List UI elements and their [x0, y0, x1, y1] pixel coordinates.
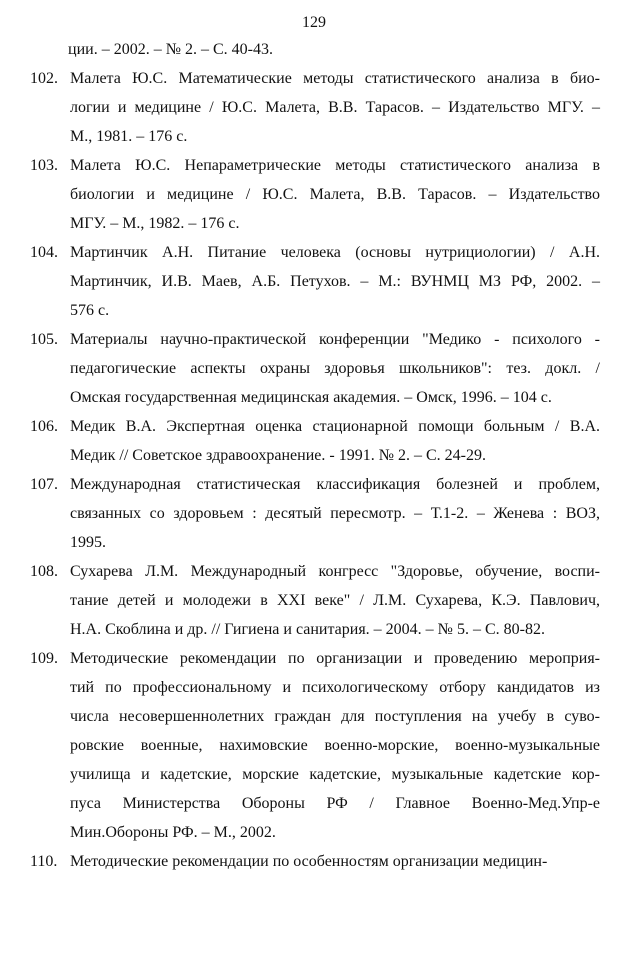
- reference-number: 103.: [30, 157, 58, 174]
- reference-continuation: ции. – 2002. – № 2. – С. 40-43.: [68, 41, 273, 58]
- reference-line: МГУ. – М., 1982. – 176 с.: [70, 215, 240, 232]
- reference-text: [70, 243, 600, 330]
- reference-line: тий по профессиональному и психологическому отбору кандидатов из: [70, 679, 600, 696]
- reference-text: [70, 417, 600, 475]
- reference-line: тание детей и молодежи в XXI веке" / Л.М. Сухарева, К.Э. Павлович,: [70, 592, 600, 609]
- reference-line: Сухарева Л.М. Международный конгресс "Здоровье, обучение, воспи-: [70, 563, 600, 580]
- reference-line: Мин.Обороны РФ. – М., 2002.: [70, 824, 276, 841]
- reference-line: 1995.: [70, 534, 106, 551]
- reference-text: [70, 562, 600, 649]
- reference-text: [70, 69, 600, 156]
- reference-line: Методические рекомендации по организации и проведению мероприя-: [70, 650, 600, 667]
- reference-line: Мартинчик А.Н. Питание человека (основы нутрициологии) / А.Н.: [70, 244, 600, 261]
- reference-text: [70, 852, 600, 881]
- reference-line: Медик В.А. Экспертная оценка стационарной помощи больным / В.А.: [70, 418, 600, 435]
- reference-text: [70, 156, 600, 243]
- reference-text: [70, 649, 600, 852]
- reference-line: М., 1981. – 176 с.: [70, 128, 188, 145]
- reference-line: Методические рекомендации по особенностям организации медицин-: [70, 853, 548, 870]
- reference-line: Материалы научно-практической конференции "Медико - психолого -: [70, 331, 600, 348]
- reference-line: биологии и медицине / Ю.С. Малета, В.В. Тарасов. – Издательство: [70, 186, 600, 203]
- reference-line: числа несовершеннолетних граждан для поступления на учебу в суво-: [70, 708, 600, 725]
- reference-number: 105.: [30, 331, 58, 348]
- reference-line: 576 с.: [70, 302, 110, 319]
- reference-line: училища и кадетские, морские кадетские, музыкальные кадетские кор-: [70, 766, 600, 783]
- reference-line: Международная статистическая классификация болезней и проблем,: [70, 476, 600, 493]
- reference-number: 104.: [30, 244, 58, 261]
- reference-number: 108.: [30, 563, 58, 580]
- reference-number: 107.: [30, 476, 58, 493]
- reference-line: Малета Ю.С. Математические методы статистического анализа в био-: [70, 70, 600, 87]
- reference-line: Медик // Советское здравоохранение. - 1991. № 2. – С. 24-29.: [70, 447, 486, 464]
- reference-line: педагогические аспекты охраны здоровья школьников": тез. докл. /: [70, 360, 600, 377]
- reference-line: Мартинчик, И.В. Маев, А.Б. Петухов. – М.: ВУНМЦ МЗ РФ, 2002. –: [70, 273, 600, 290]
- page-number: 129: [302, 14, 326, 31]
- reference-line: связанных со здоровьем : десятый пересмотр. – Т.1-2. – Женева : ВОЗ,: [70, 505, 600, 522]
- reference-number: 102.: [30, 70, 58, 87]
- reference-line: Н.А. Скоблина и др. // Гигиена и санитария. – 2004. – № 5. – С. 80-82.: [70, 621, 545, 638]
- reference-text: [70, 475, 600, 562]
- reference-number: 106.: [30, 418, 58, 435]
- reference-line: ровские военные, нахимовские военно-морские, военно-музыкальные: [70, 737, 600, 754]
- reference-number: 110.: [30, 853, 58, 870]
- reference-line: логии и медицине / Ю.С. Малета, В.В. Тарасов. – Издательство МГУ. –: [70, 99, 600, 116]
- reference-line: пуса Министерства Обороны РФ / Главное Военно-Мед.Упр-е: [70, 795, 600, 812]
- reference-line: Омская государственная медицинская академия. – Омск, 1996. – 104 с.: [70, 389, 552, 406]
- reference-text: [70, 330, 600, 417]
- reference-number: 109.: [30, 650, 58, 667]
- reference-line: Малета Ю.С. Непараметрические методы статистического анализа в: [70, 157, 600, 174]
